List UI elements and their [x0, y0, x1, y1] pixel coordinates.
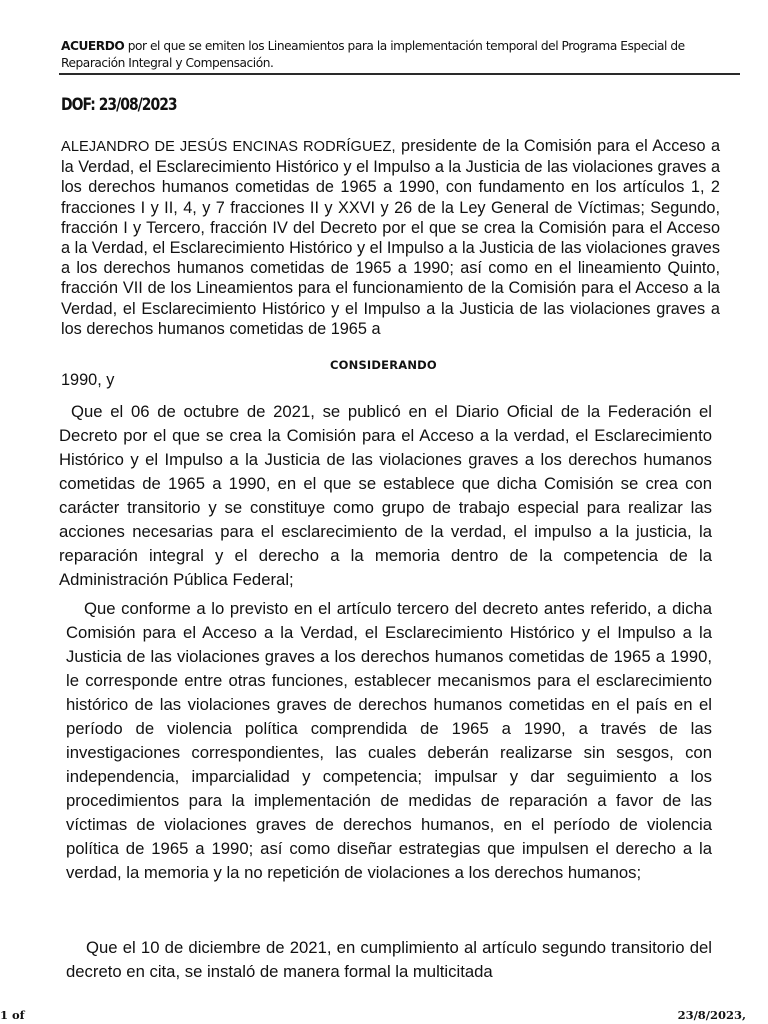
intro-continuation: 1990, y — [61, 371, 115, 389]
header-rule — [59, 73, 740, 75]
document-header — [61, 38, 741, 72]
intro-paragraph — [61, 136, 720, 339]
header-title-rest: por el que se emiten los Lineamientos para la implementación temporal del Programa Especial de Reparación Integral y Compensación. — [61, 39, 685, 70]
intro-text: presidente de la Comisión para el Acceso a la Verdad, el Esclarecimiento Histórico y el Impulso a la Justicia de las violaciones graves a los derechos humanos cometidas de 1965 a 1990, con fundamento en los artículos 1, 2 fracciones I y II, 4, y 7 fracciones II y XXVI y 26 de la Ley General de Víctimas; Segundo, fracción I y Tercero, fracción IV del Decreto por el que se crea la Comisión para el Acceso a la Verdad, el Esclarecimiento Histórico y el Impulso a la Justicia de las violaciones graves a los derechos humanos cometidas de 1965 a 1990; así como en el lineamiento Quinto, fracción VII de los Lineamientos para el funcionamiento de la Comisión para el Acceso a la Verdad, el Esclarecimiento Histórico y el Impulso a la Justicia de las violaciones graves a los derechos humanos cometidas de 1965 a — [61, 137, 721, 338]
footer-date: 23/8/2023, — [677, 1008, 746, 1022]
dof-date: DOF: 23/08/2023 — [61, 95, 177, 115]
considerando-heading: CONSIDERANDO — [330, 358, 437, 372]
paragraph-2-text: Que conforme a lo previsto en el artículo tercero del decreto antes referido, a dicha Comisión para el Acceso a la Verdad, el Esclarecimiento Histórico y el Impulso a la Justicia de las violaciones graves a los derechos humanos cometidas de 1965 a 1990, le corresponde entre otras funciones, establecer mecanismos para el esclarecimiento histórico de las violaciones graves de derechos humanos cometidas en el país en el período de violencia política comprendida de 1965 a 1990, a través de las investigaciones correspondientes, las cuales deberán realizarse sin sesgos, con independencia, imparcialidad y competencia; impulsar y dar seguimiento a los procedimientos para la implementación de medidas de reparación a favor de las víctimas de violaciones graves de derechos humanos, en el período de violencia política de 1965 a 1990; así como diseñar estrategias que impulsen el derecho a la verdad, la memoria y la no repetición de violaciones a los derechos humanos; — [66, 599, 712, 882]
paragraph-2 — [66, 597, 712, 885]
author-name: ALEJANDRO DE JESÚS ENCINAS RODRÍGUEZ, — [61, 139, 396, 155]
paragraph-1-text: Que el 06 de octubre de 2021, se publicó en el Diario Oficial de la Federación el Decreto por el que se crea la Comisión para el Acceso a la verdad, el Esclarecimiento Histórico y el Impulso a la Justicia de las violaciones graves a los derechos humanos cometidas de 1965 a 1990, en el que se establece que dicha Comisión se crea con carácter transitorio y se constituye como grupo de trabajo especial para realizar las acciones necesarias para el esclarecimiento de la verdad, el impulso a la justicia, la reparación integral y el derecho a la memoria dentro de la competencia de la Administración Pública Federal; — [59, 402, 712, 589]
paragraph-1 — [59, 400, 712, 592]
paragraph-3 — [66, 936, 712, 984]
header-title-bold: ACUERDO — [61, 39, 125, 53]
page-number: 1 of — [0, 1008, 25, 1022]
paragraph-3-text: Que el 10 de diciembre de 2021, en cumplimiento al artículo segundo transitorio del decreto en cita, se instaló de manera formal la multicitada — [66, 938, 712, 981]
